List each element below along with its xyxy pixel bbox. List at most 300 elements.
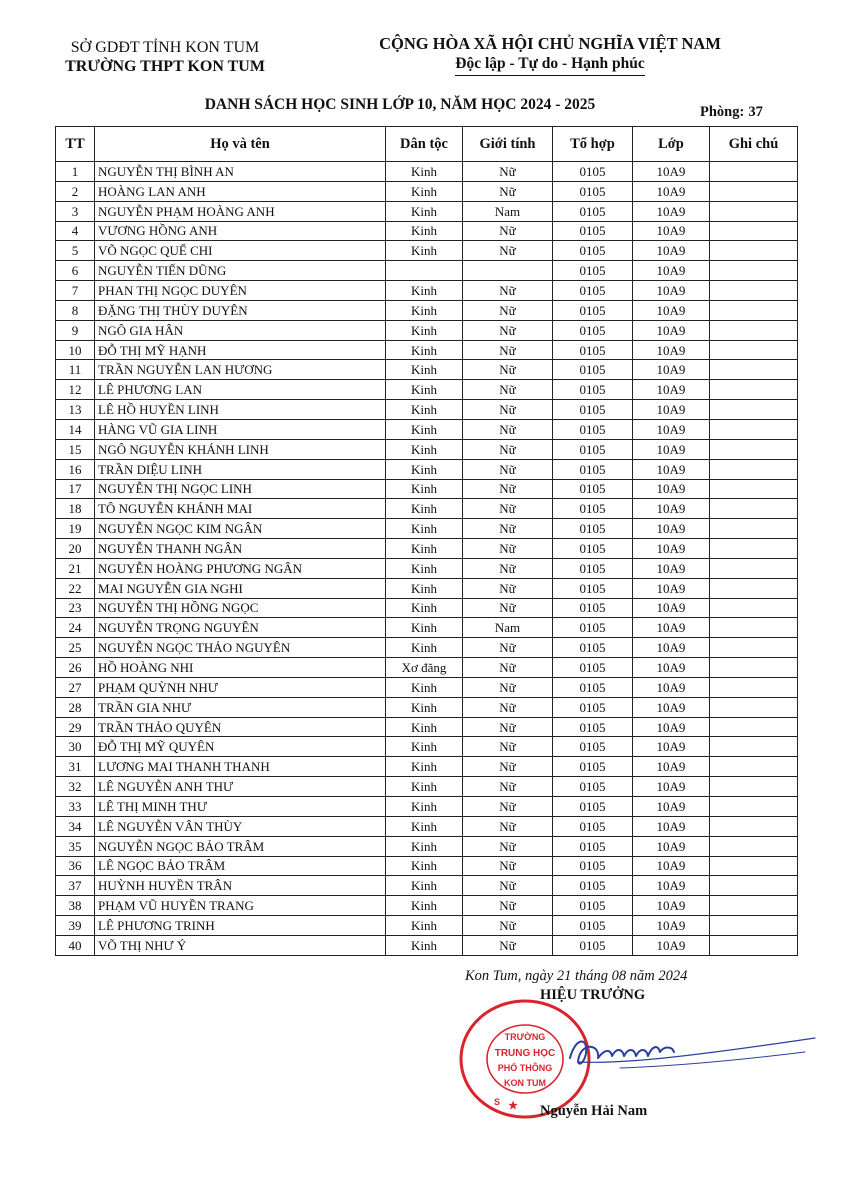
subject-group-cell: 0105	[553, 638, 633, 658]
note-cell	[710, 638, 798, 658]
gender-cell: Nữ	[463, 578, 553, 598]
class-name-cell: 10A9	[633, 300, 710, 320]
gender-cell: Nữ	[463, 658, 553, 678]
gender-cell: Nữ	[463, 221, 553, 241]
row-number-cell: 2	[56, 181, 95, 201]
document-title: DANH SÁCH HỌC SINH LỚP 10, NĂM HỌC 2024 - 2025	[204, 96, 596, 113]
gender-cell: Nữ	[463, 697, 553, 717]
ethnicity-cell: Kinh	[386, 439, 463, 459]
table-row	[56, 360, 798, 380]
note-cell	[710, 221, 798, 241]
student-name-cell: ĐỖ THỊ MỸ HẠNH	[95, 340, 386, 360]
note-cell	[710, 519, 798, 539]
row-number-cell: 9	[56, 320, 95, 340]
ethnicity-cell: Kinh	[386, 300, 463, 320]
gender-cell: Nữ	[463, 539, 553, 559]
row-number-cell: 17	[56, 479, 95, 499]
column-header: Giới tính	[463, 127, 553, 162]
national-header	[340, 34, 760, 76]
student-name-cell: ĐỖ THỊ MỸ QUYÊN	[95, 737, 386, 757]
gender-cell: Nữ	[463, 519, 553, 539]
row-number-cell: 10	[56, 340, 95, 360]
gender-cell: Nữ	[463, 816, 553, 836]
class-name-cell: 10A9	[633, 896, 710, 916]
student-name-cell: NGUYỄN THỊ NGỌC LINH	[95, 479, 386, 499]
table-row	[56, 419, 798, 439]
subject-group-cell: 0105	[553, 261, 633, 281]
gender-cell: Nam	[463, 201, 553, 221]
row-number-cell: 20	[56, 539, 95, 559]
note-cell	[710, 896, 798, 916]
table-row	[56, 221, 798, 241]
subject-group-cell: 0105	[553, 459, 633, 479]
table-row	[56, 737, 798, 757]
note-cell	[710, 677, 798, 697]
ethnicity-cell: Kinh	[386, 499, 463, 519]
class-name-cell: 10A9	[633, 658, 710, 678]
note-cell	[710, 261, 798, 281]
table-row	[56, 757, 798, 777]
subject-group-cell: 0105	[553, 181, 633, 201]
column-header: Ghi chú	[710, 127, 798, 162]
ethnicity-cell: Kinh	[386, 935, 463, 955]
gender-cell: Nữ	[463, 777, 553, 797]
subject-group-cell: 0105	[553, 300, 633, 320]
note-cell	[710, 201, 798, 221]
class-name-cell: 10A9	[633, 221, 710, 241]
ethnicity-cell: Kinh	[386, 400, 463, 420]
class-name-cell: 10A9	[633, 757, 710, 777]
table-row	[56, 717, 798, 737]
ethnicity-cell: Kinh	[386, 578, 463, 598]
subject-group-cell: 0105	[553, 777, 633, 797]
signature-date: Kon Tum, ngày 21 tháng 08 năm 2024	[465, 968, 688, 984]
class-name-cell: 10A9	[633, 380, 710, 400]
table-row	[56, 598, 798, 618]
note-cell	[710, 300, 798, 320]
gender-cell: Nữ	[463, 320, 553, 340]
gender-cell: Nữ	[463, 281, 553, 301]
subject-group-cell: 0105	[553, 717, 633, 737]
subject-group-cell: 0105	[553, 697, 633, 717]
svg-text:S: S	[493, 1097, 501, 1107]
subject-group-cell: 0105	[553, 598, 633, 618]
class-name-cell: 10A9	[633, 737, 710, 757]
gender-cell: Nữ	[463, 241, 553, 261]
gender-cell: Nữ	[463, 757, 553, 777]
table-row	[56, 856, 798, 876]
svg-text:TRƯỜNG: TRƯỜNG	[504, 1032, 546, 1042]
class-name-cell: 10A9	[633, 916, 710, 936]
gender-cell: Nữ	[463, 598, 553, 618]
national-motto: Độc lập - Tự do - Hạnh phúc	[455, 54, 644, 76]
class-name-cell: 10A9	[633, 935, 710, 955]
row-number-cell: 1	[56, 162, 95, 182]
gender-cell: Nữ	[463, 558, 553, 578]
table-row	[56, 459, 798, 479]
note-cell	[710, 320, 798, 340]
table-row	[56, 697, 798, 717]
note-cell	[710, 836, 798, 856]
class-name-cell: 10A9	[633, 241, 710, 261]
note-cell	[710, 797, 798, 817]
student-name-cell: TÔ NGUYỄN KHÁNH MAI	[95, 499, 386, 519]
gender-cell: Nam	[463, 618, 553, 638]
ethnicity-cell: Kinh	[386, 162, 463, 182]
student-name-cell: NGUYỄN NGỌC KIM NGÂN	[95, 519, 386, 539]
ethnicity-cell: Kinh	[386, 519, 463, 539]
note-cell	[710, 419, 798, 439]
department-name: SỞ GDĐT TỈNH KON TUM	[70, 39, 260, 56]
subject-group-cell: 0105	[553, 757, 633, 777]
note-cell	[710, 598, 798, 618]
gender-cell: Nữ	[463, 856, 553, 876]
note-cell	[710, 697, 798, 717]
student-name-cell: NGUYỄN TRỌNG NGUYÊN	[95, 618, 386, 638]
table-row	[56, 519, 798, 539]
student-name-cell: LƯƠNG MAI THANH THANH	[95, 757, 386, 777]
class-name-cell: 10A9	[633, 499, 710, 519]
room-value: 37	[748, 104, 763, 120]
class-name-cell: 10A9	[633, 777, 710, 797]
table-row	[56, 320, 798, 340]
gender-cell: Nữ	[463, 400, 553, 420]
subject-group-cell: 0105	[553, 281, 633, 301]
student-name-cell: LÊ NGUYỄN VÂN THÙY	[95, 816, 386, 836]
class-name-cell: 10A9	[633, 598, 710, 618]
gender-cell: Nữ	[463, 797, 553, 817]
row-number-cell: 28	[56, 697, 95, 717]
ethnicity-cell: Kinh	[386, 638, 463, 658]
subject-group-cell: 0105	[553, 241, 633, 261]
note-cell	[710, 380, 798, 400]
row-number-cell: 29	[56, 717, 95, 737]
nation-name: CỘNG HÒA XÃ HỘI CHỦ NGHĨA VIỆT NAM	[379, 34, 721, 53]
ethnicity-cell: Kinh	[386, 618, 463, 638]
student-name-cell: LÊ THỊ MINH THƯ	[95, 797, 386, 817]
student-name-cell: NGUYỄN THANH NGÂN	[95, 539, 386, 559]
subject-group-cell: 0105	[553, 876, 633, 896]
table-row	[56, 181, 798, 201]
ethnicity-cell: Kinh	[386, 598, 463, 618]
handwritten-signature	[560, 1018, 820, 1088]
ethnicity-cell: Kinh	[386, 876, 463, 896]
class-name-cell: 10A9	[633, 320, 710, 340]
gender-cell: Nữ	[463, 876, 553, 896]
class-name-cell: 10A9	[633, 836, 710, 856]
ethnicity-cell: Kinh	[386, 717, 463, 737]
row-number-cell: 5	[56, 241, 95, 261]
table-row	[56, 916, 798, 936]
student-name-cell: TRẦN THẢO QUYÊN	[95, 717, 386, 737]
table-row	[56, 816, 798, 836]
table-row	[56, 499, 798, 519]
note-cell	[710, 578, 798, 598]
column-header: Lớp	[633, 127, 710, 162]
table-body	[56, 162, 798, 956]
gender-cell: Nữ	[463, 181, 553, 201]
table-row	[56, 618, 798, 638]
row-number-cell: 35	[56, 836, 95, 856]
row-number-cell: 15	[56, 439, 95, 459]
class-name-cell: 10A9	[633, 677, 710, 697]
gender-cell: Nữ	[463, 162, 553, 182]
class-name-cell: 10A9	[633, 618, 710, 638]
gender-cell: Nữ	[463, 439, 553, 459]
gender-cell: Nữ	[463, 916, 553, 936]
ethnicity-cell: Kinh	[386, 281, 463, 301]
row-number-cell: 3	[56, 201, 95, 221]
subject-group-cell: 0105	[553, 896, 633, 916]
note-cell	[710, 935, 798, 955]
subject-group-cell: 0105	[553, 519, 633, 539]
class-name-cell: 10A9	[633, 797, 710, 817]
table-row	[56, 241, 798, 261]
class-name-cell: 10A9	[633, 459, 710, 479]
row-number-cell: 7	[56, 281, 95, 301]
table-row	[56, 201, 798, 221]
row-number-cell: 24	[56, 618, 95, 638]
student-name-cell: HOÀNG LAN ANH	[95, 181, 386, 201]
row-number-cell: 25	[56, 638, 95, 658]
subject-group-cell: 0105	[553, 578, 633, 598]
student-name-cell: NGUYỄN TIẾN DŨNG	[95, 261, 386, 281]
note-cell	[710, 856, 798, 876]
row-number-cell: 32	[56, 777, 95, 797]
student-name-cell: NGUYỄN THỊ HỒNG NGỌC	[95, 598, 386, 618]
gender-cell: Nữ	[463, 419, 553, 439]
class-name-cell: 10A9	[633, 519, 710, 539]
class-name-cell: 10A9	[633, 876, 710, 896]
student-name-cell: ĐẶNG THỊ THÙY DUYÊN	[95, 300, 386, 320]
class-name-cell: 10A9	[633, 697, 710, 717]
note-cell	[710, 916, 798, 936]
note-cell	[710, 439, 798, 459]
ethnicity-cell: Xơ đăng	[386, 658, 463, 678]
subject-group-cell: 0105	[553, 935, 633, 955]
student-name-cell: PHAN THỊ NGỌC DUYÊN	[95, 281, 386, 301]
table-row	[56, 836, 798, 856]
table-row	[56, 558, 798, 578]
svg-text:PHỔ THÔNG: PHỔ THÔNG	[497, 1063, 553, 1073]
gender-cell: Nữ	[463, 300, 553, 320]
subject-group-cell: 0105	[553, 816, 633, 836]
class-name-cell: 10A9	[633, 419, 710, 439]
row-number-cell: 26	[56, 658, 95, 678]
gender-cell: Nữ	[463, 479, 553, 499]
note-cell	[710, 400, 798, 420]
student-name-cell: NGUYỄN NGỌC BẢO TRÂM	[95, 836, 386, 856]
ethnicity-cell: Kinh	[386, 916, 463, 936]
note-cell	[710, 717, 798, 737]
subject-group-cell: 0105	[553, 400, 633, 420]
column-header: Dân tộc	[386, 127, 463, 162]
student-name-cell: HÀNG VŨ GIA LINH	[95, 419, 386, 439]
table-row	[56, 658, 798, 678]
column-header: TT	[56, 127, 95, 162]
note-cell	[710, 181, 798, 201]
subject-group-cell: 0105	[553, 201, 633, 221]
note-cell	[710, 777, 798, 797]
ethnicity-cell: Kinh	[386, 836, 463, 856]
table-row	[56, 797, 798, 817]
ethnicity-cell: Kinh	[386, 221, 463, 241]
ethnicity-cell: Kinh	[386, 360, 463, 380]
ethnicity-cell: Kinh	[386, 320, 463, 340]
class-name-cell: 10A9	[633, 439, 710, 459]
ethnicity-cell: Kinh	[386, 340, 463, 360]
row-number-cell: 23	[56, 598, 95, 618]
student-name-cell: PHẠM VŨ HUYỀN TRANG	[95, 896, 386, 916]
note-cell	[710, 360, 798, 380]
row-number-cell: 40	[56, 935, 95, 955]
row-number-cell: 30	[56, 737, 95, 757]
note-cell	[710, 241, 798, 261]
school-name: TRƯỜNG THPT KON TUM	[65, 58, 265, 75]
row-number-cell: 33	[56, 797, 95, 817]
ethnicity-cell: Kinh	[386, 459, 463, 479]
row-number-cell: 38	[56, 896, 95, 916]
table-row	[56, 281, 798, 301]
svg-text:KON TUM: KON TUM	[504, 1078, 546, 1088]
gender-cell: Nữ	[463, 677, 553, 697]
class-name-cell: 10A9	[633, 539, 710, 559]
issuing-agency	[40, 38, 290, 76]
student-name-cell: MAI NGUYỄN GIA NGHI	[95, 578, 386, 598]
note-cell	[710, 558, 798, 578]
class-name-cell: 10A9	[633, 479, 710, 499]
ethnicity-cell: Kinh	[386, 241, 463, 261]
student-name-cell: VÕ NGỌC QUẾ CHI	[95, 241, 386, 261]
table-row	[56, 896, 798, 916]
gender-cell	[463, 261, 553, 281]
row-number-cell: 37	[56, 876, 95, 896]
student-name-cell: LÊ PHƯƠNG LAN	[95, 380, 386, 400]
signer-role: HIỆU TRƯỞNG	[540, 987, 646, 1003]
student-name-cell: NGÔ GIA HÂN	[95, 320, 386, 340]
ethnicity-cell: Kinh	[386, 539, 463, 559]
row-number-cell: 36	[56, 856, 95, 876]
note-cell	[710, 737, 798, 757]
subject-group-cell: 0105	[553, 340, 633, 360]
class-name-cell: 10A9	[633, 638, 710, 658]
subject-group-cell: 0105	[553, 797, 633, 817]
ethnicity-cell: Kinh	[386, 737, 463, 757]
ethnicity-cell: Kinh	[386, 777, 463, 797]
ethnicity-cell: Kinh	[386, 816, 463, 836]
table-row	[56, 300, 798, 320]
note-cell	[710, 658, 798, 678]
table-row	[56, 777, 798, 797]
table-row	[56, 935, 798, 955]
gender-cell: Nữ	[463, 380, 553, 400]
subject-group-cell: 0105	[553, 499, 633, 519]
student-name-cell: NGÔ NGUYỄN KHÁNH LINH	[95, 439, 386, 459]
note-cell	[710, 816, 798, 836]
gender-cell: Nữ	[463, 717, 553, 737]
student-name-cell: LÊ NGUYỄN ANH THƯ	[95, 777, 386, 797]
note-cell	[710, 757, 798, 777]
class-name-cell: 10A9	[633, 281, 710, 301]
student-table	[55, 126, 798, 956]
note-cell	[710, 499, 798, 519]
subject-group-cell: 0105	[553, 320, 633, 340]
ethnicity-cell: Kinh	[386, 479, 463, 499]
student-name-cell: HUỲNH HUYỀN TRÂN	[95, 876, 386, 896]
table-row	[56, 162, 798, 182]
table-row	[56, 340, 798, 360]
class-name-cell: 10A9	[633, 558, 710, 578]
subject-group-cell: 0105	[553, 658, 633, 678]
ethnicity-cell: Kinh	[386, 380, 463, 400]
class-name-cell: 10A9	[633, 816, 710, 836]
note-cell	[710, 479, 798, 499]
row-number-cell: 11	[56, 360, 95, 380]
gender-cell: Nữ	[463, 836, 553, 856]
student-name-cell: LÊ PHƯƠNG TRINH	[95, 916, 386, 936]
class-name-cell: 10A9	[633, 162, 710, 182]
table-row	[56, 380, 798, 400]
subject-group-cell: 0105	[553, 558, 633, 578]
student-name-cell: NGUYỄN PHẠM HOÀNG ANH	[95, 201, 386, 221]
gender-cell: Nữ	[463, 459, 553, 479]
table-row	[56, 439, 798, 459]
subject-group-cell: 0105	[553, 221, 633, 241]
row-number-cell: 6	[56, 261, 95, 281]
subject-group-cell: 0105	[553, 162, 633, 182]
row-number-cell: 19	[56, 519, 95, 539]
student-name-cell: LÊ HỒ HUYỀN LINH	[95, 400, 386, 420]
row-number-cell: 34	[56, 816, 95, 836]
class-name-cell: 10A9	[633, 201, 710, 221]
student-name-cell: TRẦN DIỆU LINH	[95, 459, 386, 479]
class-name-cell: 10A9	[633, 340, 710, 360]
row-number-cell: 21	[56, 558, 95, 578]
ethnicity-cell: Kinh	[386, 856, 463, 876]
student-name-cell: VÕ THỊ NHƯ Ý	[95, 935, 386, 955]
student-name-cell: HỒ HOÀNG NHI	[95, 658, 386, 678]
ethnicity-cell: Kinh	[386, 558, 463, 578]
student-name-cell: PHẠM QUỲNH NHƯ	[95, 677, 386, 697]
class-name-cell: 10A9	[633, 181, 710, 201]
row-number-cell: 12	[56, 380, 95, 400]
student-name-cell: TRẦN NGUYỄN LAN HƯƠNG	[95, 360, 386, 380]
class-name-cell: 10A9	[633, 400, 710, 420]
room-number	[700, 104, 763, 121]
table-row	[56, 677, 798, 697]
svg-text:★: ★	[508, 1100, 518, 1112]
ethnicity-cell: Kinh	[386, 797, 463, 817]
ethnicity-cell	[386, 261, 463, 281]
room-label: Phòng:	[700, 104, 745, 120]
ethnicity-cell: Kinh	[386, 757, 463, 777]
subject-group-cell: 0105	[553, 419, 633, 439]
student-name-cell: VƯƠNG HỒNG ANH	[95, 221, 386, 241]
note-cell	[710, 876, 798, 896]
ethnicity-cell: Kinh	[386, 896, 463, 916]
ethnicity-cell: Kinh	[386, 697, 463, 717]
table-row	[56, 400, 798, 420]
column-header: Họ và tên	[95, 127, 386, 162]
column-header: Tổ hợp	[553, 127, 633, 162]
subject-group-cell: 0105	[553, 360, 633, 380]
row-number-cell: 16	[56, 459, 95, 479]
subject-group-cell: 0105	[553, 677, 633, 697]
ethnicity-cell: Kinh	[386, 677, 463, 697]
signer-name: Nguyễn Hải Nam	[540, 1103, 648, 1119]
table-row	[56, 876, 798, 896]
table-row	[56, 479, 798, 499]
